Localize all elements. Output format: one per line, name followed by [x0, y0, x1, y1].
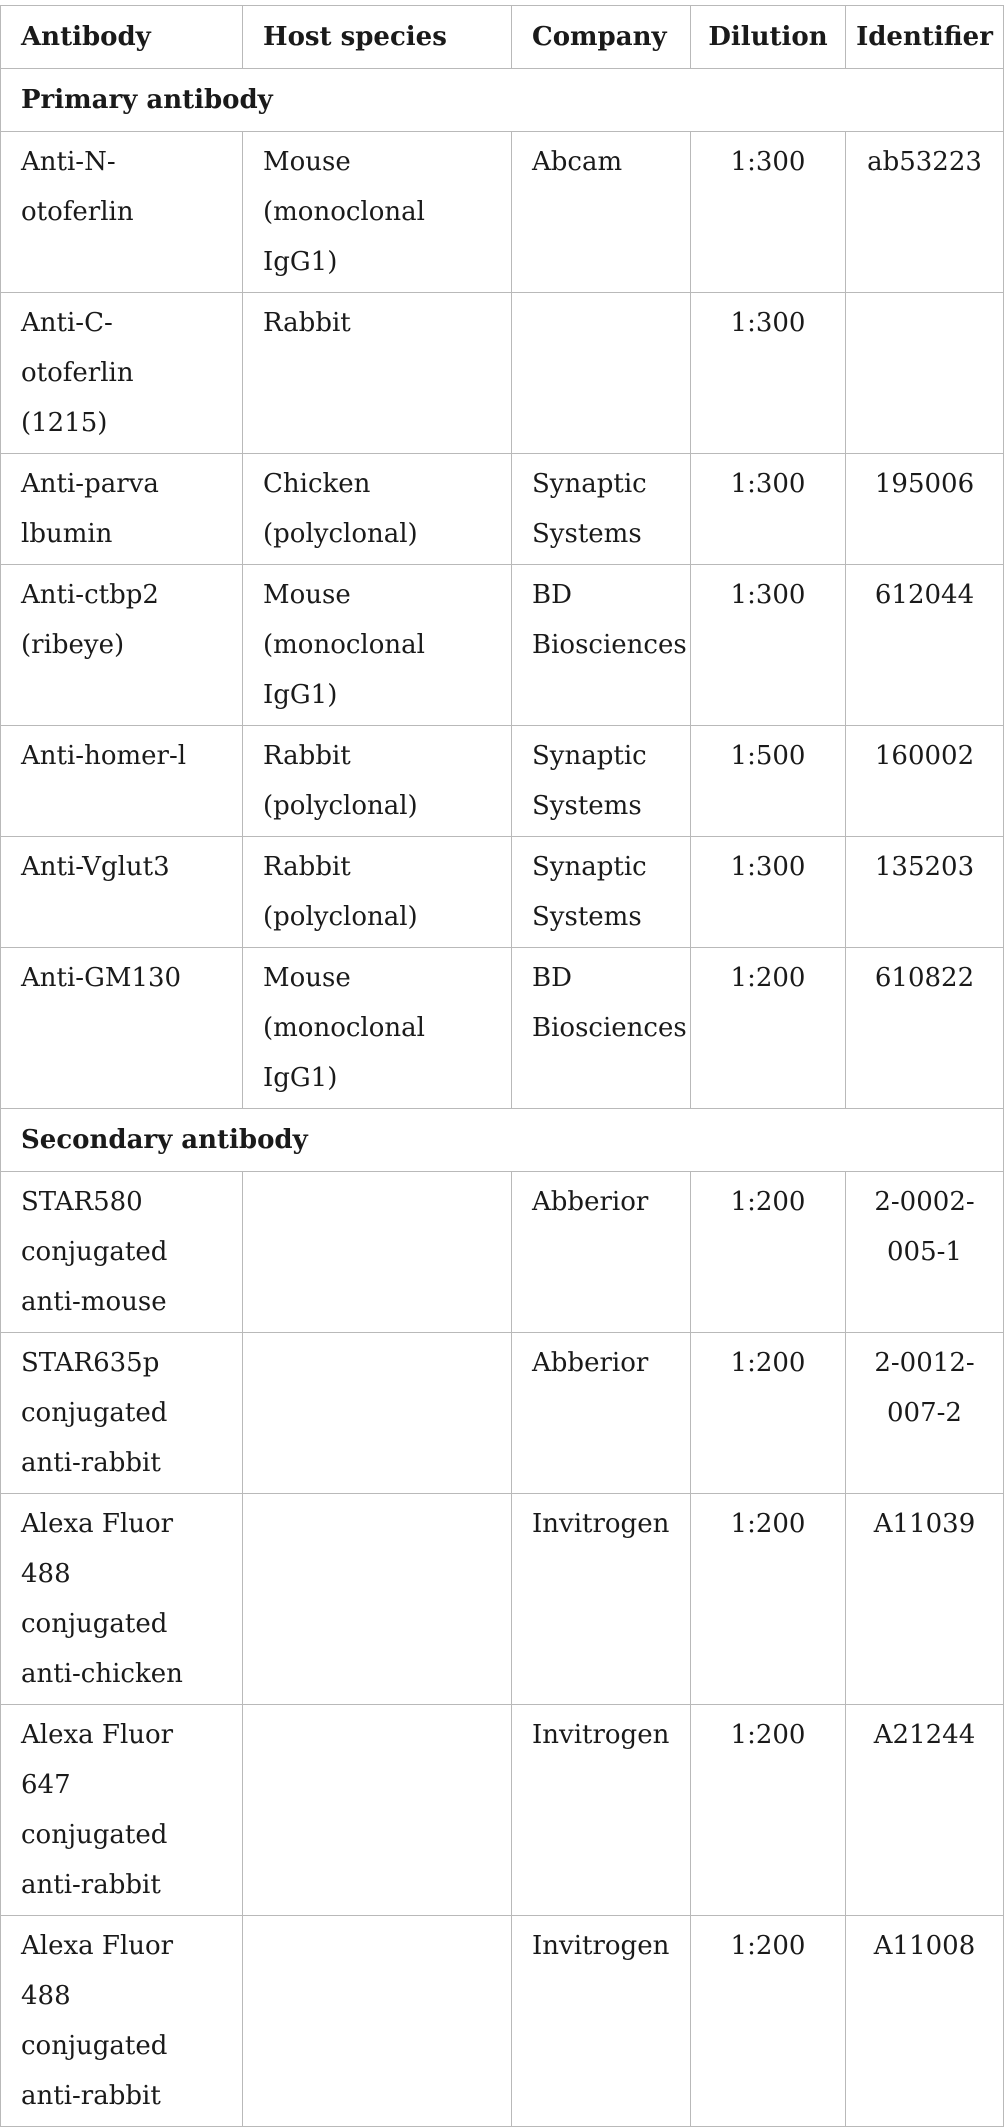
cell-identifier: 612044 — [846, 565, 1004, 726]
cell-host: Rabbit (polyclonal) — [243, 837, 512, 948]
cell-dilution: 1:300 — [691, 837, 846, 948]
cell-dilution: 1:200 — [691, 1705, 846, 1916]
cell-dilution: 1:200 — [691, 1916, 846, 2127]
cell-company — [512, 293, 691, 454]
cell-dilution: 1:200 — [691, 1172, 846, 1333]
cell-dilution: 1:500 — [691, 726, 846, 837]
section-row-primary — [1, 69, 1004, 132]
cell-antibody: Anti-N-otoferlin — [1, 132, 243, 293]
cell-host — [243, 1172, 512, 1333]
cell-antibody: Alexa Fluor 488 conjugated anti-chicken — [1, 1494, 243, 1705]
cell-identifier: 195006 — [846, 454, 1004, 565]
table-row — [1, 1172, 1004, 1333]
cell-identifier: A21244 — [846, 1705, 1004, 1916]
table-row — [1, 948, 1004, 1109]
cell-identifier: 2-0002-005-1 — [846, 1172, 1004, 1333]
section-title: Secondary antibody — [1, 1109, 1004, 1172]
cell-dilution: 1:200 — [691, 1494, 846, 1705]
header-dilution: Dilution — [691, 6, 846, 69]
cell-host: Rabbit (polyclonal) — [243, 726, 512, 837]
table-row — [1, 565, 1004, 726]
cell-identifier: 160002 — [846, 726, 1004, 837]
antibody-table-container — [0, 5, 1003, 2127]
cell-identifier: A11008 — [846, 1916, 1004, 2127]
cell-antibody: Anti-ctbp2 (ribeye) — [1, 565, 243, 726]
antibody-table — [0, 5, 1004, 2127]
cell-identifier: 135203 — [846, 837, 1004, 948]
cell-antibody: Alexa Fluor 488 conjugated anti-rabbit — [1, 1916, 243, 2127]
cell-company: BD Biosciences — [512, 565, 691, 726]
cell-antibody: Anti-C-otoferlin (1215) — [1, 293, 243, 454]
cell-host: Chicken (polyclonal) — [243, 454, 512, 565]
cell-company: Synaptic Systems — [512, 726, 691, 837]
cell-company: Abcam — [512, 132, 691, 293]
table-row — [1, 132, 1004, 293]
cell-dilution: 1:300 — [691, 454, 846, 565]
header-row — [1, 6, 1004, 69]
cell-dilution: 1:200 — [691, 948, 846, 1109]
cell-company: Invitrogen — [512, 1916, 691, 2127]
cell-antibody: STAR580 conjugated anti-mouse — [1, 1172, 243, 1333]
section-row-secondary — [1, 1109, 1004, 1172]
header-antibody: Antibody — [1, 6, 243, 69]
cell-host — [243, 1916, 512, 2127]
table-row — [1, 1333, 1004, 1494]
table-row — [1, 454, 1004, 565]
table-row — [1, 1916, 1004, 2127]
cell-identifier: 610822 — [846, 948, 1004, 1109]
cell-antibody: Alexa Fluor 647 conjugated anti-rabbit — [1, 1705, 243, 1916]
table-row — [1, 1705, 1004, 1916]
cell-identifier — [846, 293, 1004, 454]
cell-company: Invitrogen — [512, 1705, 691, 1916]
cell-company: Synaptic Systems — [512, 837, 691, 948]
cell-dilution: 1:300 — [691, 293, 846, 454]
cell-host — [243, 1494, 512, 1705]
table-row — [1, 293, 1004, 454]
cell-host — [243, 1705, 512, 1916]
cell-company: Abberior — [512, 1333, 691, 1494]
table-row — [1, 1494, 1004, 1705]
cell-antibody: STAR635p conjugated anti-rabbit — [1, 1333, 243, 1494]
cell-company: Abberior — [512, 1172, 691, 1333]
table-row — [1, 726, 1004, 837]
cell-dilution: 1:200 — [691, 1333, 846, 1494]
cell-company: BD Biosciences — [512, 948, 691, 1109]
cell-identifier: A11039 — [846, 1494, 1004, 1705]
cell-host: Rabbit — [243, 293, 512, 454]
cell-antibody: Anti-GM130 — [1, 948, 243, 1109]
cell-antibody: Anti-Vglut3 — [1, 837, 243, 948]
cell-dilution: 1:300 — [691, 132, 846, 293]
section-title: Primary antibody — [1, 69, 1004, 132]
table-row — [1, 837, 1004, 948]
cell-host: Mouse (monoclonal IgG1) — [243, 132, 512, 293]
cell-antibody: Anti-parva lbumin — [1, 454, 243, 565]
cell-antibody: Anti-homer-l — [1, 726, 243, 837]
header-host-species: Host species — [243, 6, 512, 69]
cell-company: Synaptic Systems — [512, 454, 691, 565]
cell-identifier: ab53223 — [846, 132, 1004, 293]
cell-host: Mouse (monoclonal IgG1) — [243, 565, 512, 726]
header-identifier: Identifier — [846, 6, 1004, 69]
cell-host: Mouse (monoclonal IgG1) — [243, 948, 512, 1109]
header-company: Company — [512, 6, 691, 69]
cell-host — [243, 1333, 512, 1494]
cell-dilution: 1:300 — [691, 565, 846, 726]
cell-company: Invitrogen — [512, 1494, 691, 1705]
cell-identifier: 2-0012-007-2 — [846, 1333, 1004, 1494]
